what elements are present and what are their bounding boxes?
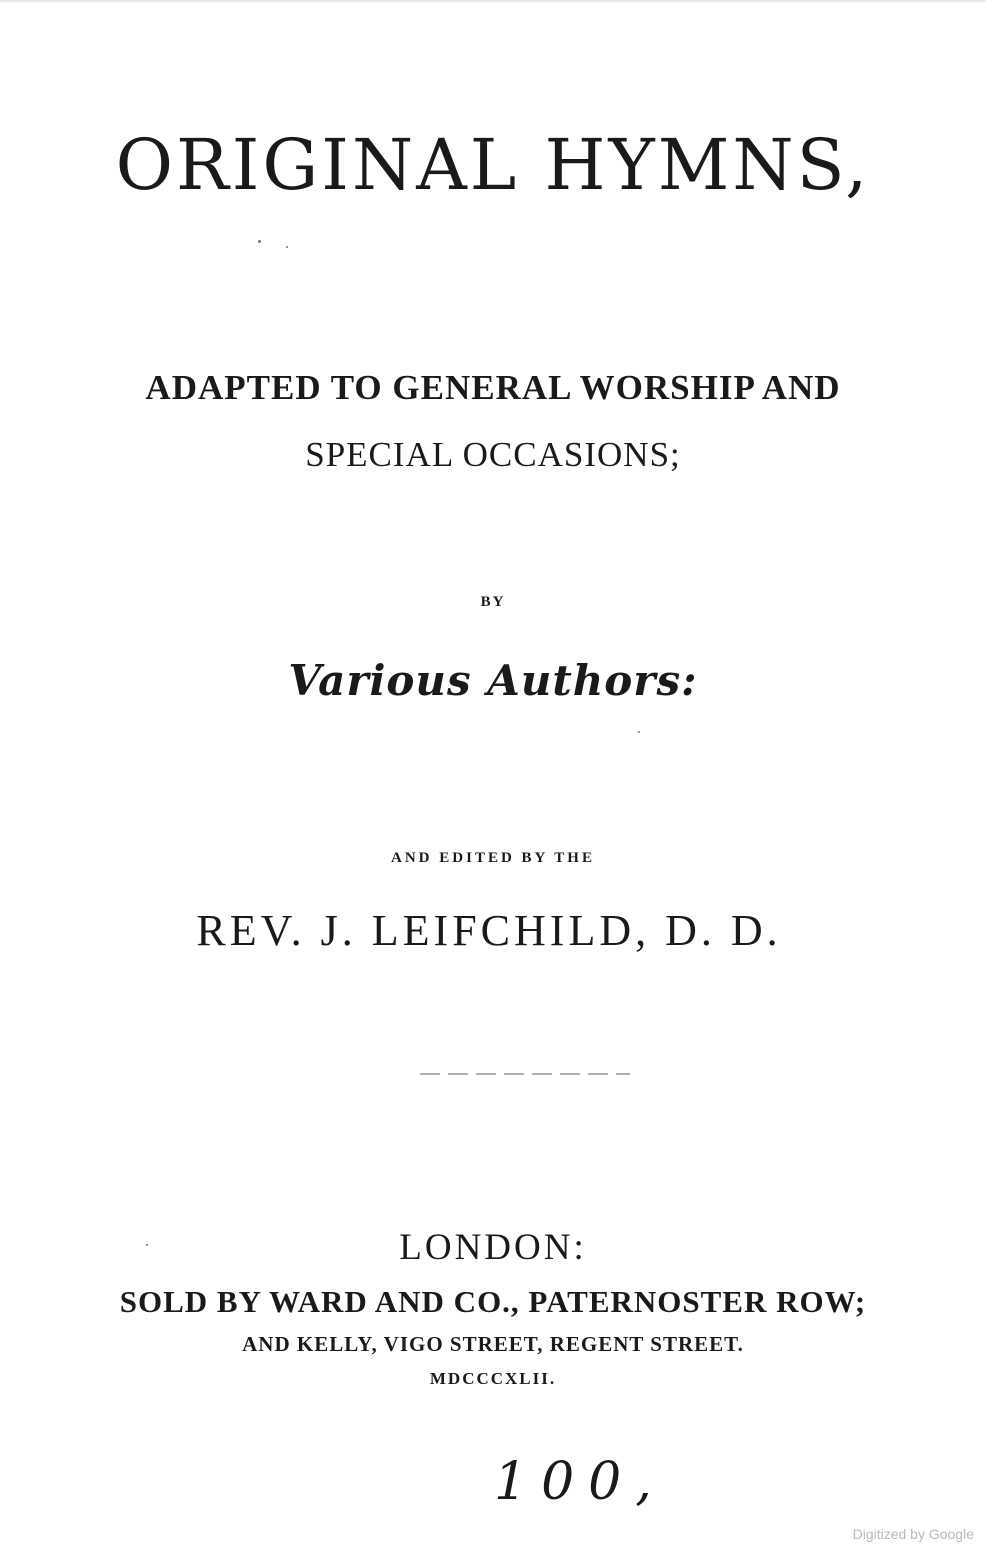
page-top-edge <box>0 0 986 2</box>
by-label: BY <box>480 594 506 610</box>
imprint-seller: SOLD BY WARD AND CO., PATERNOSTER ROW; <box>119 1284 867 1319</box>
subtitle-line-2: SPECIAL OCCASIONS; <box>305 435 681 474</box>
handwritten-note: 100, <box>494 1452 666 1512</box>
imprint-second-seller: AND KELLY, VIGO STREET, REGENT STREET. <box>242 1332 744 1356</box>
digitized-watermark: Digitized by Google <box>852 1526 974 1542</box>
decorative-rule <box>420 1073 630 1075</box>
imprint-year: MDCCCXLII. <box>429 1369 557 1388</box>
book-title: ORIGINAL HYMNS, <box>115 124 871 206</box>
scan-speck <box>638 731 640 733</box>
subtitle-line-1: ADAPTED TO GENERAL WORSHIP AND <box>145 368 841 407</box>
scan-speck <box>286 246 288 248</box>
edited-by-label: AND EDITED BY THE <box>391 850 595 866</box>
editor-name: REV. J. LEIFCHILD, D. D. <box>196 906 782 955</box>
authors-line: Various Authors: <box>288 656 698 705</box>
imprint-place: LONDON: <box>399 1227 587 1268</box>
scan-speck <box>258 240 261 243</box>
